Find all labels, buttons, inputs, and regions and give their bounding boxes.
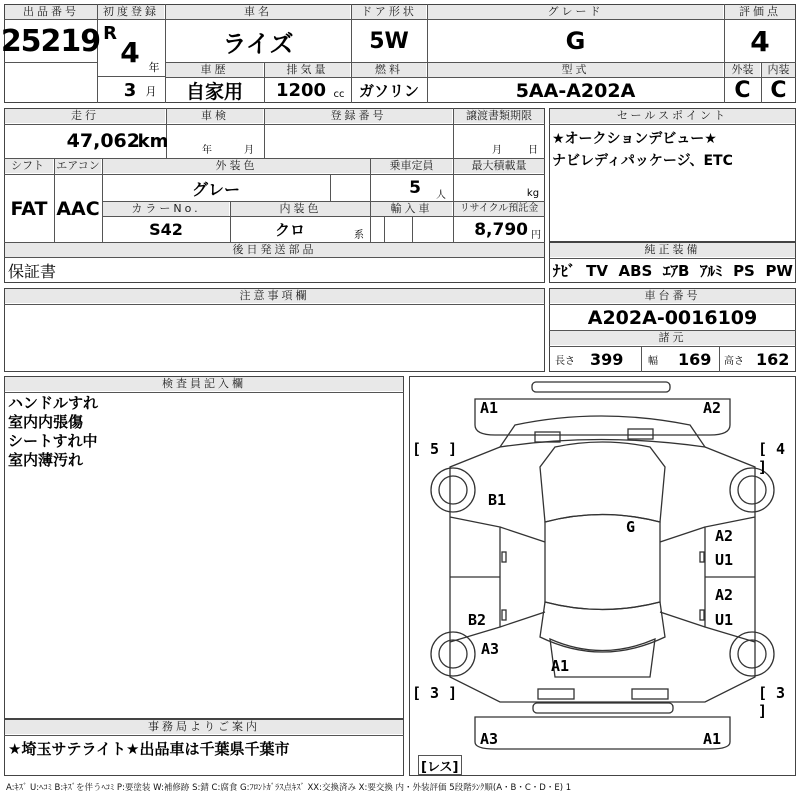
maxload-label: 最大積載量 bbox=[454, 159, 544, 173]
later-label: 後日発送部品 bbox=[5, 243, 544, 257]
exterior-label: 外装 bbox=[725, 63, 760, 77]
height-label: 高さ bbox=[724, 355, 744, 367]
length-label: 長さ bbox=[555, 355, 575, 367]
interior-label: 内装 bbox=[762, 63, 795, 77]
int-color: クロ bbox=[274, 221, 305, 239]
inspection-year-unit: 年 bbox=[202, 144, 212, 156]
damage-mark: A3 bbox=[480, 730, 499, 748]
mileage-unit: km bbox=[137, 130, 169, 152]
damage-mark: A1 bbox=[703, 730, 722, 748]
tire-tread-fr: [ 4 ] bbox=[758, 440, 786, 476]
exterior-grade: C bbox=[734, 78, 751, 103]
office-label: 事務局よりご案内 bbox=[5, 720, 403, 734]
car-name-label: 車名 bbox=[166, 5, 350, 19]
reg-no-label: 登録番号 bbox=[265, 109, 452, 123]
equip-airbag: ｴｱB bbox=[662, 262, 690, 280]
car-name: ライズ bbox=[222, 29, 294, 58]
capacity: 5 bbox=[409, 178, 421, 198]
inspection-label: 車検 bbox=[167, 109, 263, 123]
recycle: 8,790 bbox=[474, 219, 528, 240]
later-parts: 保証書 bbox=[8, 261, 57, 281]
height: 162 bbox=[756, 349, 790, 369]
doors-label: ドア形状 bbox=[352, 5, 426, 19]
recycle-unit: 円 bbox=[531, 229, 541, 241]
first-reg-year: 4 bbox=[120, 35, 140, 69]
ac-label: エアコン bbox=[56, 159, 100, 172]
import-label: 輸入車 bbox=[371, 202, 452, 216]
recycle-label: リサイクル預託金 bbox=[454, 202, 544, 216]
damage-mark: B1 bbox=[488, 491, 507, 509]
damage-mark: A2 bbox=[715, 527, 734, 545]
equip-tv: TV bbox=[586, 261, 608, 280]
equip-alloy: ｱﾙﾐ bbox=[699, 262, 723, 280]
damage-mark: G bbox=[626, 518, 636, 536]
model-label: 型式 bbox=[428, 63, 723, 77]
equip-abs: ABS bbox=[618, 261, 653, 280]
equipment-list bbox=[553, 259, 793, 282]
dims-label: 諸元 bbox=[550, 331, 795, 345]
mileage: 47,062 bbox=[66, 130, 140, 152]
capacity-label: 乗車定員 bbox=[371, 159, 452, 173]
inspection-month-unit: 月 bbox=[244, 144, 254, 156]
grade-label: グレード bbox=[428, 5, 723, 19]
equip-pw: PW bbox=[765, 261, 793, 280]
fuel: ガソリン bbox=[358, 82, 419, 100]
doors: 5W bbox=[369, 28, 409, 54]
length: 399 bbox=[590, 349, 624, 369]
office-text: ★埼玉サテライト★出品車は千葉県千葉市 bbox=[8, 739, 290, 758]
color-no-label: カラーNo. bbox=[103, 202, 229, 216]
sales-label: セールスポイント bbox=[550, 109, 795, 123]
capacity-unit: 人 bbox=[436, 189, 446, 201]
inspector-line: 室内薄汚れ bbox=[8, 451, 84, 469]
chassis-number: A202A-0016109 bbox=[587, 306, 758, 329]
int-color-unit: 系 bbox=[354, 229, 364, 241]
damage-mark: B2 bbox=[468, 611, 487, 629]
first-reg-month: 3 bbox=[123, 79, 137, 101]
notes-label: 注意事項欄 bbox=[5, 289, 544, 303]
inspector-line: ハンドルすれ bbox=[8, 394, 99, 412]
first-reg-label: 初度登録 bbox=[98, 5, 164, 19]
damage-mark: U1 bbox=[715, 551, 734, 569]
car-diagram-svg bbox=[410, 377, 795, 775]
model: 5AA-A202A bbox=[515, 79, 636, 102]
color-label: 外装色 bbox=[103, 159, 370, 173]
sales-line-1: ★オークションデビュー★ bbox=[552, 131, 717, 147]
grade: G bbox=[565, 27, 586, 55]
damage-mark: A3 bbox=[481, 640, 500, 658]
interior-grade: C bbox=[770, 78, 787, 103]
width-label: 幅 bbox=[648, 355, 658, 367]
spare-tire: [レス] bbox=[418, 755, 462, 775]
exterior-color: グレー bbox=[191, 179, 240, 199]
mileage-label: 走行 bbox=[5, 109, 165, 123]
equip-ps: PS bbox=[733, 261, 755, 280]
era: R bbox=[103, 22, 117, 44]
score: 4 bbox=[750, 24, 770, 58]
chassis-label: 車台番号 bbox=[550, 289, 795, 303]
legend: A:ｷｽﾞ U:ﾍｺﾐ B:ｷｽﾞを伴うﾍｺﾐ P:要塗装 W:補修跡 S:錆 C:腐食 G:ﾌﾛﾝﾄｶﾞﾗｽ点ｷｽﾞ XX:交換済み X:要交換 内・外装評価 5段階ﾗﾝｸ順(A・B・C・D・E) 1 bbox=[6, 783, 572, 793]
displacement: 1200 bbox=[275, 80, 327, 101]
month-unit: 月 bbox=[145, 85, 157, 98]
ac: AAC bbox=[56, 197, 100, 220]
shift: FAT bbox=[10, 197, 48, 220]
width: 169 bbox=[678, 349, 712, 369]
displacement-unit: cc bbox=[333, 88, 345, 100]
shift-label: シフト bbox=[5, 159, 53, 173]
tire-tread-rl: [ 3 ] bbox=[412, 684, 458, 702]
damage-mark: A2 bbox=[715, 586, 734, 604]
transfer-label: 譲渡書類期限 bbox=[454, 109, 544, 123]
inspector-label: 検査員記入欄 bbox=[5, 377, 403, 391]
sales-line-2: ナビレディパッケージ、ETC bbox=[552, 153, 733, 169]
history: 自家用 bbox=[185, 81, 243, 103]
history-label: 車歴 bbox=[166, 63, 263, 77]
lot-no-label: 出品番号 bbox=[5, 5, 97, 19]
equipment-label: 純正装備 bbox=[550, 243, 795, 257]
damage-mark: U1 bbox=[715, 611, 734, 629]
damage-mark: A1 bbox=[551, 657, 570, 675]
int-color-label: 内装色 bbox=[231, 202, 370, 216]
maxload-unit: kg bbox=[526, 187, 540, 199]
inspector-line: シートすれ中 bbox=[8, 432, 98, 450]
score-label: 評価点 bbox=[725, 5, 795, 19]
color-no: S42 bbox=[149, 220, 183, 239]
tire-tread-rr: [ 3 ] bbox=[758, 684, 786, 720]
year-unit: 年 bbox=[148, 61, 160, 74]
inspector-line: 室内内張傷 bbox=[8, 413, 84, 431]
damage-mark: A2 bbox=[703, 399, 722, 417]
equip-navi: ﾅﾋﾞ bbox=[553, 262, 576, 280]
lot-no: 25219 bbox=[0, 23, 101, 59]
displacement-label: 排気量 bbox=[265, 63, 350, 77]
transfer-day: 日 bbox=[528, 144, 538, 156]
damage-mark: A1 bbox=[480, 399, 499, 417]
tire-tread-fl: [ 5 ] bbox=[412, 440, 458, 458]
transfer-month: 月 bbox=[492, 144, 502, 156]
fuel-label: 燃料 bbox=[352, 63, 426, 77]
inspector-notes bbox=[8, 394, 98, 470]
